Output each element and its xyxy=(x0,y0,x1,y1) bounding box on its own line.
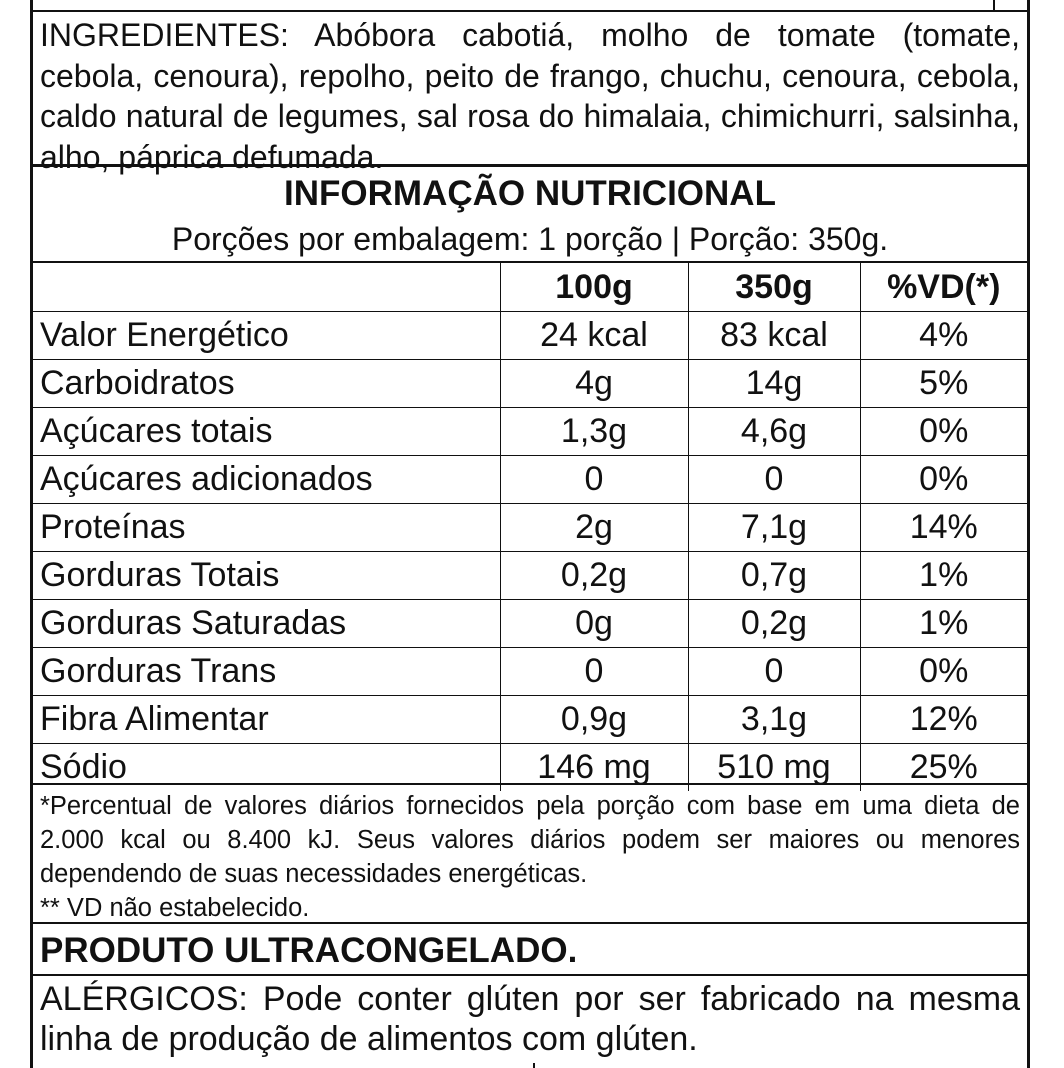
table-row xyxy=(33,456,1027,504)
table-row xyxy=(33,648,1027,696)
nutrient-name: Fibra Alimentar xyxy=(33,696,500,744)
nutrient-name: Sódio xyxy=(33,744,500,792)
value-vd: 5% xyxy=(860,360,1027,408)
value-vd: 1% xyxy=(860,600,1027,648)
nutrition-header xyxy=(33,167,1027,263)
header-vd: %VD(*) xyxy=(860,263,1027,312)
table-row xyxy=(33,600,1027,648)
nutrient-name: Valor Energético xyxy=(33,312,500,360)
portion-info: Porções por embalagem: 1 porção | Porção: 350g. xyxy=(171,221,889,257)
value-100g: 4g xyxy=(500,360,688,408)
value-vd: 1% xyxy=(860,552,1027,600)
ingredients-text: INGREDIENTES: Abóbora cabotiá, molho de tomate (tomate, cebola, cenoura), repolho, peito de frango, chuchu, cenoura, cebola, caldo natural de legumes, sal rosa do himalaia, chimichurri, salsinha, alho, páprica defumada. xyxy=(33,12,1027,167)
header-350g: 350g xyxy=(688,263,860,312)
footnote-daily-values: *Percentual de valores diários fornecidos pela porção com base em uma dieta de 2.000 kcal ou 8.400 kJ. Seus valores diários podem ser maiores ou menores dependendo de suas necessidades energéticas. xyxy=(40,792,1020,888)
product-notice: PRODUTO ULTRACONGELADO. xyxy=(33,924,1027,976)
value-vd: 4% xyxy=(860,312,1027,360)
value-vd: 12% xyxy=(860,696,1027,744)
nutrient-name: Gorduras Saturadas xyxy=(33,600,500,648)
value-100g: 0,2g xyxy=(500,552,688,600)
table-header-row xyxy=(33,263,1027,312)
top-stub xyxy=(993,0,995,10)
nutrition-table xyxy=(33,263,1027,791)
table-row xyxy=(33,408,1027,456)
value-350g: 0 xyxy=(688,648,860,696)
bottom-stub xyxy=(533,1063,535,1068)
value-vd: 14% xyxy=(860,504,1027,552)
value-100g: 1,3g xyxy=(500,408,688,456)
value-vd: 0% xyxy=(860,408,1027,456)
table-row xyxy=(33,312,1027,360)
value-100g: 0 xyxy=(500,456,688,504)
value-vd: 0% xyxy=(860,456,1027,504)
footnote xyxy=(33,783,1027,924)
allergens-text: ALÉRGICOS: Pode conter glúten por ser fabricado na mesma linha de produção de alimentos com glúten. xyxy=(40,980,1020,1058)
value-350g: 4,6g xyxy=(688,408,860,456)
value-100g: 146 mg xyxy=(500,744,688,792)
value-350g: 7,1g xyxy=(688,504,860,552)
table-row xyxy=(33,552,1027,600)
value-100g: 0,9g xyxy=(500,696,688,744)
table-row xyxy=(33,696,1027,744)
nutrient-name: Gorduras Totais xyxy=(33,552,500,600)
value-350g: 14g xyxy=(688,360,860,408)
value-100g: 2g xyxy=(500,504,688,552)
value-100g: 0g xyxy=(500,600,688,648)
value-350g: 0,7g xyxy=(688,552,860,600)
footnote-vd-not-established: ** VD não estabelecido. xyxy=(40,894,310,922)
nutrient-name: Gorduras Trans xyxy=(33,648,500,696)
table-row xyxy=(33,360,1027,408)
nutrient-name: Proteínas xyxy=(33,504,500,552)
value-350g: 3,1g xyxy=(688,696,860,744)
header-nutrient xyxy=(33,263,500,312)
value-vd: 0% xyxy=(860,648,1027,696)
nutrition-title: INFORMAÇÃO NUTRICIONAL xyxy=(284,174,776,213)
nutrient-name: Carboidratos xyxy=(33,360,500,408)
header-100g: 100g xyxy=(500,263,688,312)
value-350g: 510 mg xyxy=(688,744,860,792)
value-100g: 24 kcal xyxy=(500,312,688,360)
nutrition-label xyxy=(30,0,1030,1068)
value-vd: 25% xyxy=(860,744,1027,792)
value-350g: 83 kcal xyxy=(688,312,860,360)
nutrient-name: Açúcares adicionados xyxy=(33,456,500,504)
value-350g: 0,2g xyxy=(688,600,860,648)
value-100g: 0 xyxy=(500,648,688,696)
value-350g: 0 xyxy=(688,456,860,504)
table-row xyxy=(33,504,1027,552)
nutrient-name: Açúcares totais xyxy=(33,408,500,456)
